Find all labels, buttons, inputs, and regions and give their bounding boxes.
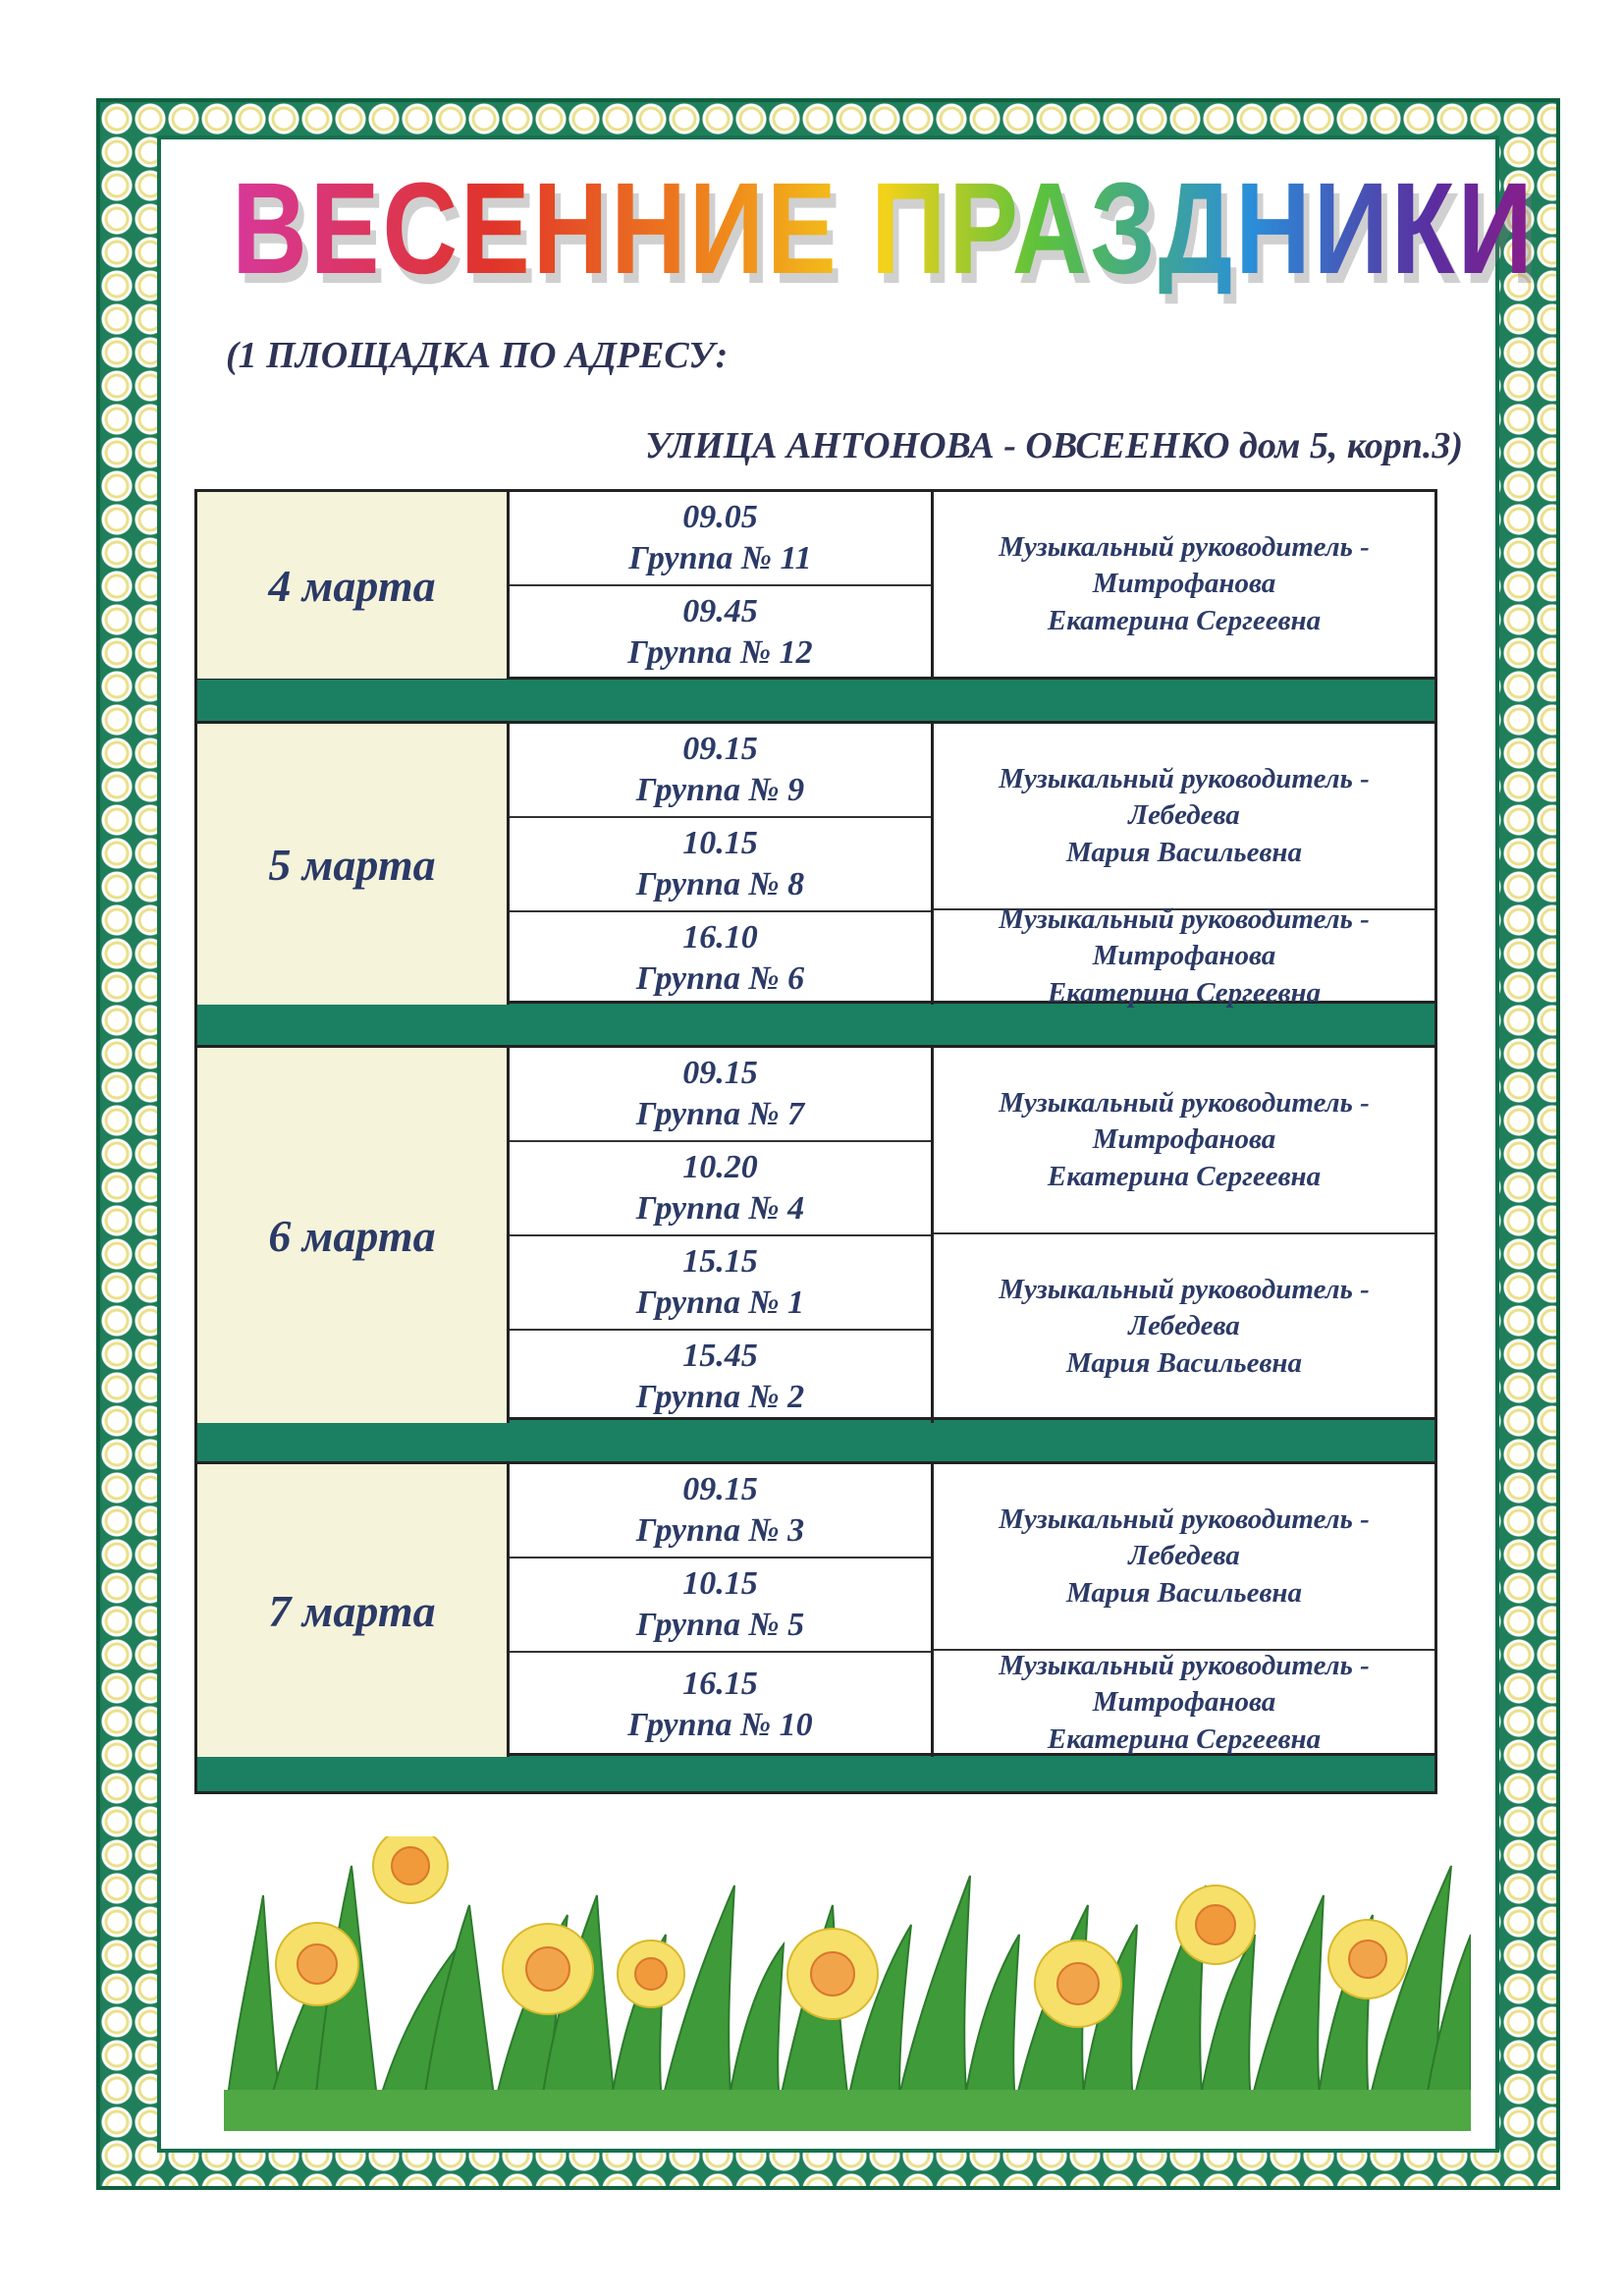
leader-surname: Митрофанова xyxy=(1092,1123,1276,1156)
slot-group: Группа № 7 xyxy=(635,1096,805,1132)
leader-role: Музыкальный руководитель - xyxy=(999,1274,1370,1306)
slot-group: Группа № 6 xyxy=(635,960,805,997)
date-cell: 5 марта xyxy=(197,724,510,1005)
slot-time: 16.15 xyxy=(682,1665,758,1702)
date-cell: 6 марта xyxy=(197,1048,510,1423)
daffodil-icon xyxy=(787,1929,878,2019)
slot-time: 16.10 xyxy=(682,918,758,956)
leader-column xyxy=(934,724,1434,1009)
time-slot xyxy=(510,818,931,912)
slot-time: 10.15 xyxy=(682,824,758,861)
daffodil-icon xyxy=(503,1924,593,2014)
leader-cell xyxy=(934,1234,1434,1419)
day-row xyxy=(197,492,1434,680)
leader-name: Екатерина Сергеевна xyxy=(1047,1722,1322,1755)
daffodil-icon xyxy=(618,1941,684,2007)
leader-role: Музыкальный руководитель - xyxy=(999,1503,1370,1536)
daffodil-icon xyxy=(1176,1886,1255,1964)
slot-group: Группа № 12 xyxy=(627,634,813,671)
slot-group: Группа № 2 xyxy=(635,1379,805,1415)
address-line-2: УЛИЦА АНТОНОВА - ОВСЕЕНКО дом 5, корп.3) xyxy=(644,425,1463,466)
time-column xyxy=(510,492,934,679)
time-slot xyxy=(510,1464,931,1558)
time-column xyxy=(510,1464,934,1757)
daffodil-icon xyxy=(373,1836,448,1903)
daffodil-icon xyxy=(1328,1920,1407,1998)
time-slot xyxy=(510,1048,931,1142)
page-title xyxy=(232,156,1536,301)
separator-bar xyxy=(197,1420,1434,1464)
slot-time: 10.20 xyxy=(682,1148,758,1185)
slot-time: 09.15 xyxy=(682,1054,758,1091)
leader-name: Екатерина Сергеевна xyxy=(1047,1160,1322,1192)
slot-time: 09.45 xyxy=(682,592,758,629)
schedule-table xyxy=(194,489,1437,1794)
leader-name: Екатерина Сергеевна xyxy=(1047,976,1322,1009)
leader-name: Екатерина Сергеевна xyxy=(1047,604,1322,636)
address-line-1: (1 ПЛОЩАДКА ПО АДРЕСУ: xyxy=(226,335,729,376)
slot-group: Группа № 10 xyxy=(627,1707,813,1743)
slot-group: Группа № 4 xyxy=(635,1190,805,1227)
leader-cell xyxy=(934,903,1434,1009)
time-slot xyxy=(510,1236,931,1331)
slot-time: 15.45 xyxy=(682,1337,758,1374)
leader-role: Музыкальный руководитель - xyxy=(999,1087,1370,1120)
slot-group: Группа № 1 xyxy=(635,1285,805,1321)
slot-group: Группа № 3 xyxy=(635,1512,805,1549)
time-slot xyxy=(510,724,931,818)
leader-cell xyxy=(934,492,1434,677)
leader-role: Музыкальный руководитель - xyxy=(999,531,1370,564)
daffodil-icon xyxy=(1035,1941,1121,2027)
leader-surname: Митрофанова xyxy=(1092,1686,1276,1719)
leader-role: Музыкальный руководитель - xyxy=(999,903,1370,936)
slot-group: Группа № 9 xyxy=(635,772,805,808)
time-column xyxy=(510,724,934,1005)
leader-cell xyxy=(934,1464,1434,1651)
slot-group: Группа № 8 xyxy=(635,866,805,902)
separator-bar xyxy=(197,680,1434,724)
slot-time: 09.15 xyxy=(682,1470,758,1507)
slot-time: 09.05 xyxy=(682,498,758,535)
leader-role: Музыкальный руководитель - xyxy=(999,763,1370,795)
leader-name: Мария Васильевна xyxy=(1065,1576,1303,1609)
leader-surname: Митрофанова xyxy=(1092,568,1276,600)
leader-name: Мария Васильевна xyxy=(1065,1346,1303,1379)
title-text: ВЕСЕННИЕ ПРАЗДНИКИ xyxy=(232,156,1536,301)
time-slot xyxy=(510,1331,931,1423)
time-slot xyxy=(510,912,931,1005)
leader-surname: Лебедева xyxy=(1128,799,1240,832)
date-cell: 7 марта xyxy=(197,1464,510,1757)
slot-time: 09.15 xyxy=(682,730,758,767)
time-slot xyxy=(510,1558,931,1653)
day-row xyxy=(197,1048,1434,1420)
slot-group: Группа № 5 xyxy=(635,1607,805,1643)
leader-column xyxy=(934,1048,1434,1423)
slot-time: 10.15 xyxy=(682,1564,758,1602)
time-slot xyxy=(510,1653,931,1757)
leader-surname: Лебедева xyxy=(1128,1540,1240,1572)
time-slot xyxy=(510,492,931,586)
grass-base xyxy=(224,2090,1471,2131)
leader-cell xyxy=(934,724,1434,910)
separator-bar xyxy=(197,1756,1434,1794)
date-cell: 4 марта xyxy=(197,492,510,679)
leader-surname: Митрофанова xyxy=(1092,940,1276,972)
time-slot xyxy=(510,586,931,679)
leader-role: Музыкальный руководитель - xyxy=(999,1650,1370,1682)
leader-cell xyxy=(934,1048,1434,1234)
day-row xyxy=(197,1464,1434,1756)
slot-group: Группа № 11 xyxy=(628,540,812,576)
leader-column xyxy=(934,1464,1434,1757)
day-row xyxy=(197,724,1434,1009)
slot-time: 15.15 xyxy=(682,1242,758,1280)
daffodil-icon xyxy=(276,1923,358,2005)
leader-cell xyxy=(934,1651,1434,1755)
leader-name: Мария Васильевна xyxy=(1065,836,1303,868)
leader-column xyxy=(934,492,1434,679)
daffodils-illustration xyxy=(224,1836,1471,2131)
time-slot xyxy=(510,1142,931,1236)
time-column xyxy=(510,1048,934,1423)
leader-surname: Лебедева xyxy=(1128,1310,1240,1342)
